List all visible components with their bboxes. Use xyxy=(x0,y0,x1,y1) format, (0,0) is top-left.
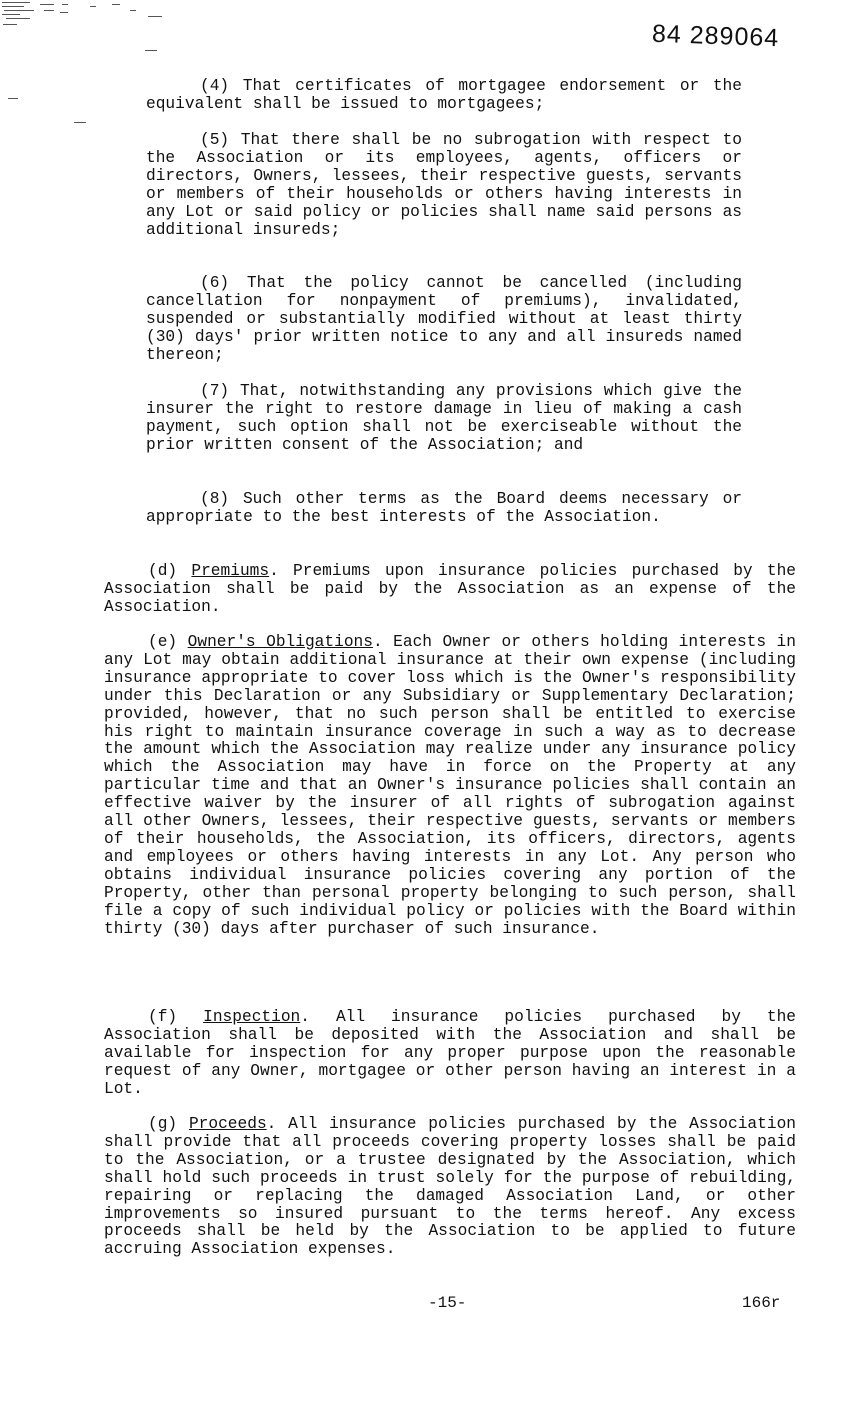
page-number: -15- xyxy=(428,1294,467,1312)
section-marker: (g) xyxy=(148,1115,178,1133)
document-number: 84 289064 xyxy=(651,19,780,53)
list-item-4: (4) That certificates of mortgagee endorsement or the equivalent shall be issued to mortgagees; xyxy=(146,77,742,113)
page-code: 166r xyxy=(742,1294,781,1312)
section-marker: (f) xyxy=(148,1008,178,1026)
section-premiums xyxy=(104,563,796,617)
list-item-7: (7) That, notwithstanding any provisions which give the insurer the right to restore damage in lieu of making a cash payment, such option shall not be exerciseable without the prior written consent of the Association; and xyxy=(146,382,742,454)
list-item-8: (8) Such other terms as the Board deems necessary or appropriate to the best interests of the Association. xyxy=(146,490,742,526)
section-heading: Inspection xyxy=(203,1008,301,1026)
list-item-5: (5) That there shall be no subrogation with respect to the Association or its employees, agents, officers or directors, Owners, lessees, their respective guests, servants or members of their households or others having interests in any Lot or said policy or policies shall name said persons as additional insureds; xyxy=(146,131,742,239)
section-heading: Premiums xyxy=(191,562,270,580)
section-text: . Each Owner or others holding interests in any Lot may obtain additional insurance at their own expense (including insurance appropriate to cover loss which is the Owner's responsibility under this Declaration or any Subsidiary or Supplementary Declaration; provided, however, that no such person shall be entitled to exercise his right to maintain insurance coverage in such a way as to decrease the amount which the Association may realize under any insurance policy which the Association may have in force on the Property at any particular time and that an Owner's insurance policies shall contain an effective waiver by the insurer of all rights of subrogation against all other Owners, lessees, their respective guests, servants or members of their households, the Association, its officers, directors, agents and employees or others having interests in any Lot. Any person who obtains individual insurance policies covering any portion of the Property, other than personal property belonging to such person, shall file a copy of such individual policy or policies with the Board within thirty (30) days after purchaser of such insurance. xyxy=(104,633,796,938)
section-text: . Premiums upon insurance policies purchased by the Association shall be paid by the Association as an expense of the Association. xyxy=(104,562,796,616)
section-heading: Proceeds xyxy=(188,1115,267,1133)
section-text: . All insurance policies purchased by the Association shall be deposited with the Association and shall be available for inspection for any proper purpose upon the reasonable request of any Owner, mortgagee or other person having an interest in a Lot. xyxy=(104,1008,797,1098)
list-item-6: (6) That the policy cannot be cancelled (including cancellation for nonpayment of premiums), invalidated, suspended or substantially modified without at least thirty (30) days' prior written notice to any and all insureds named thereon; xyxy=(146,274,742,364)
section-text: . All insurance policies purchased by the Association shall provide that all proceeds covering property losses shall be paid to the Association, or a trustee designated by the Association, which shall hold such proceeds in trust solely for the purpose of rebuilding, repairing or replacing the damaged Association Land, or other improvements so insured pursuant to the terms hereof. Any excess proceeds shall be held by the Association to be applied to future accruing Association expenses. xyxy=(104,1115,796,1259)
section-marker: (e) xyxy=(148,633,178,651)
section-inspection xyxy=(104,1009,796,1099)
section-heading: Owner's Obligations xyxy=(187,633,373,651)
section-marker: (d) xyxy=(148,562,178,580)
section-owners-obligations xyxy=(104,634,796,938)
section-proceeds xyxy=(104,1116,796,1259)
